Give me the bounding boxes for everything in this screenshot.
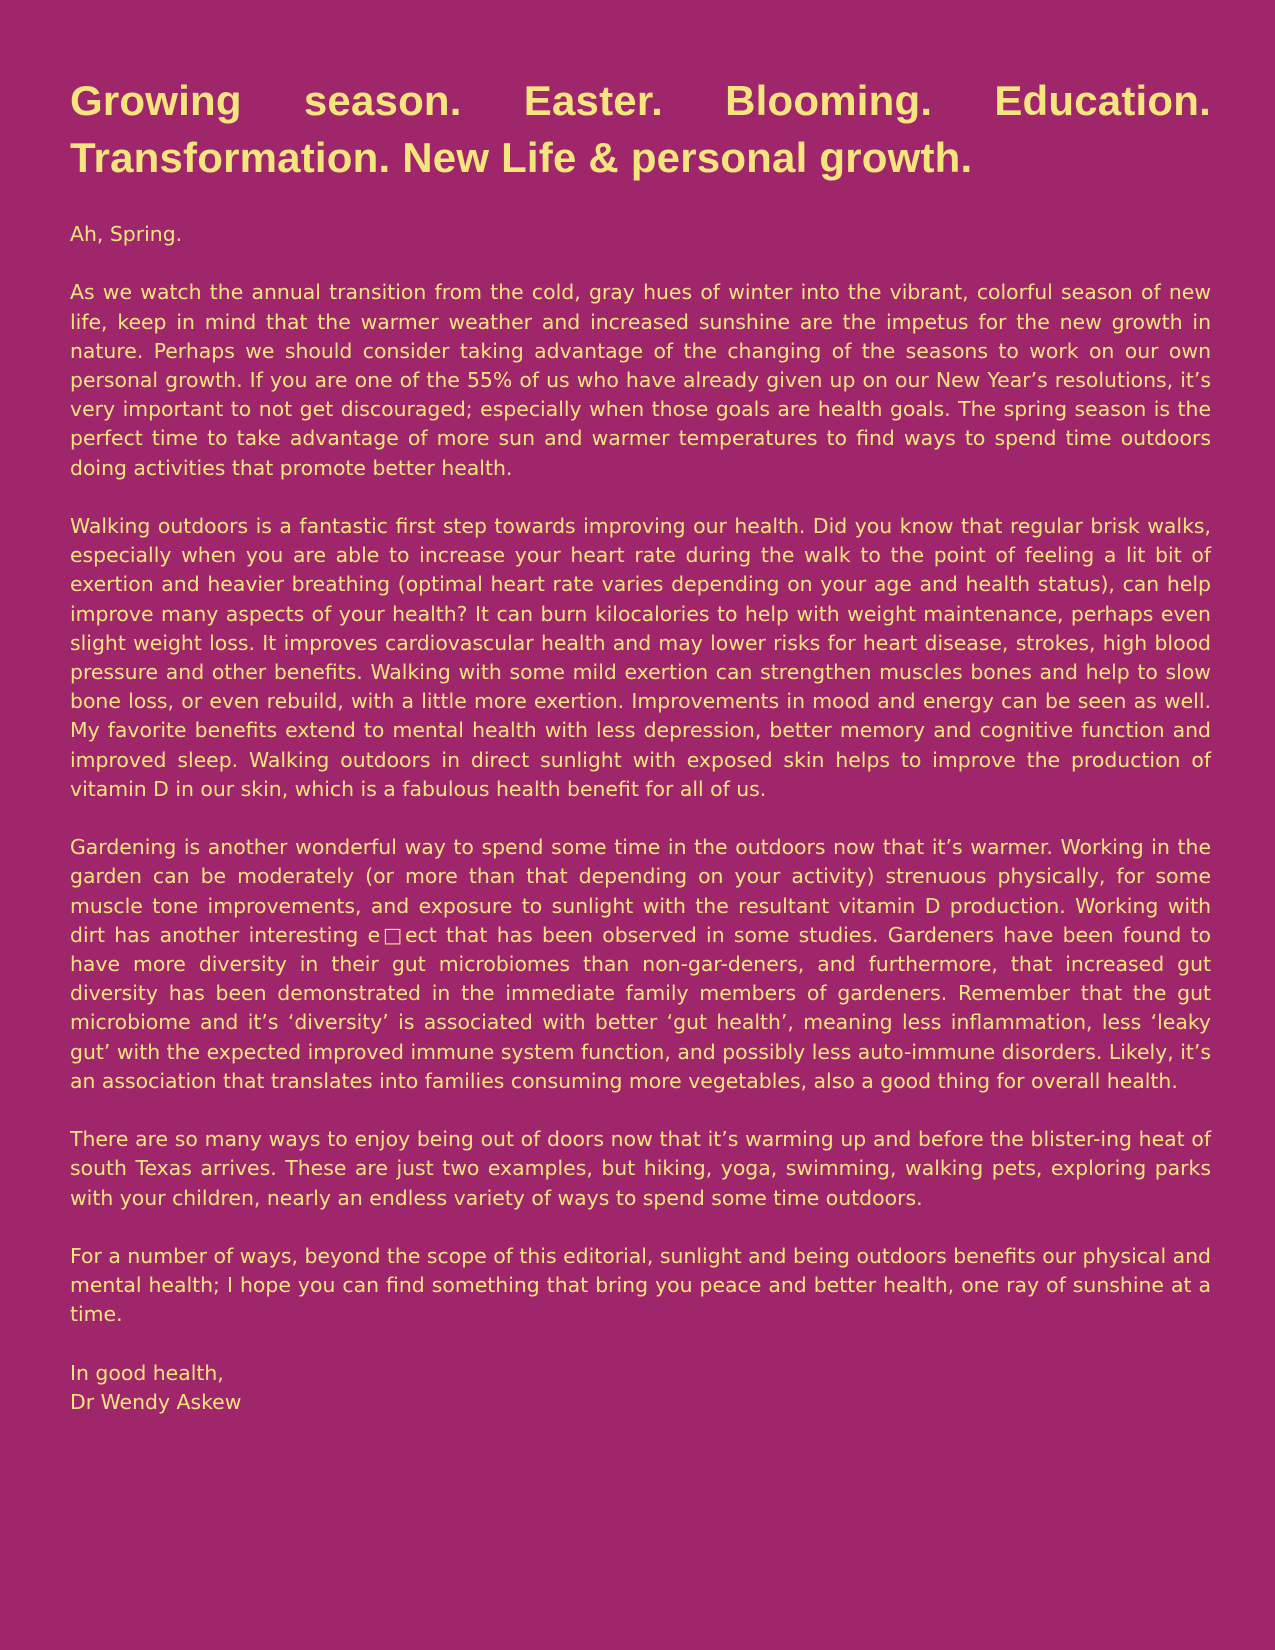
author-name: Dr Wendy Askew [70, 1390, 242, 1415]
greeting: Ah, Spring. [70, 222, 183, 246]
signoff [70, 1359, 1211, 1417]
paragraph-walking: Walking outdoors is a fantastic first step towards improving our health. Did you know that regular brisk walks, especially when you are able to increase your heart rate during the walk to the point of feeling a lit bit of exertion and heavier breathing (optimal heart rate varies depending on your age and health status), can help improve many aspects of your health? It can burn kilocalories to help with weight maintenance, perhaps even slight weight loss. It improves cardiovascular health and may lower risks for heart disease, strokes, high blood pressure and other benefits. Walking with some mild exertion can strengthen muscles bones and help to slow bone loss, or even rebuild, with a little more exertion. Improvements in mood and energy can be seen as well. My favorite benefits extend to mental health with less depression, better memory and cognitive function and improved sleep. Walking outdoors in direct sunlight with exposed skin helps to improve the production of vitamin D in our skin, which is a fabulous health benefit for all of us. [70, 514, 1211, 801]
closing-line: In good health, [70, 1360, 224, 1385]
paragraph-outdoor-activities: There are so many ways to enjoy being out of doors now that it’s warming up and before the blister-ing heat of south Texas arrives. These are just two examples, but hiking, yoga, swimming, walking pets, exploring parks with your children, nearly an endless variety of ways to spend some time outdoors. [70, 1127, 1211, 1210]
paragraph-intro: As we watch the annual transition from the cold, gray hues of winter into the vibrant, colorful season of new life, keep in mind that the warmer weather and increased sunshine are the impetus for the new growth in nature. Perhaps we should consider taking advantage of the changing of the seasons to work on our own personal growth. If you are one of the 55% of us who have already given up on our New Year’s resolutions, it’s very important to not get discouraged; especially when those goals are health goals. The spring season is the perfect time to take advantage of more sun and warmer temperatures to find ways to spend time outdoors doing activities that promote better health. [70, 280, 1211, 480]
article-body [70, 220, 1211, 1417]
paragraph-conclusion: For a number of ways, beyond the scope of this editorial, sunlight and being outdoors benefits our physical and mental health; I hope you can find something that bring you peace and better health, one ray of sunshine at a time. [70, 1244, 1211, 1327]
paragraph-gardening: Gardening is another wonderful way to spend some time in the outdoors now that it’s warmer. Working in the garden can be moderately (or more than that depending on your activity) strenuous physically, for some muscle tone improvements, and exposure to sunlight with the resultant vitamin D production. Working with dirt has another interesting e□ect that has been observed in some studies. Gardeners have been found to have more diversity in their gut microbiomes than non-gar-deners, and furthermore, that increased gut diversity has been demonstrated in the immediate family members of gardeners. Remember that the gut microbiome and it’s ‘diversity’ is associated with better ‘gut health’, meaning less inflammation, less ‘leaky gut’ with the expected improved immune system function, and possibly less auto-immune disorders. Likely, it’s an association that translates into families consuming more vegetables, also a good thing for overall health. [70, 835, 1211, 1093]
headline: Growing season. Easter. Blooming. Education. Transformation. New Life & personal growth. [70, 77, 1211, 181]
